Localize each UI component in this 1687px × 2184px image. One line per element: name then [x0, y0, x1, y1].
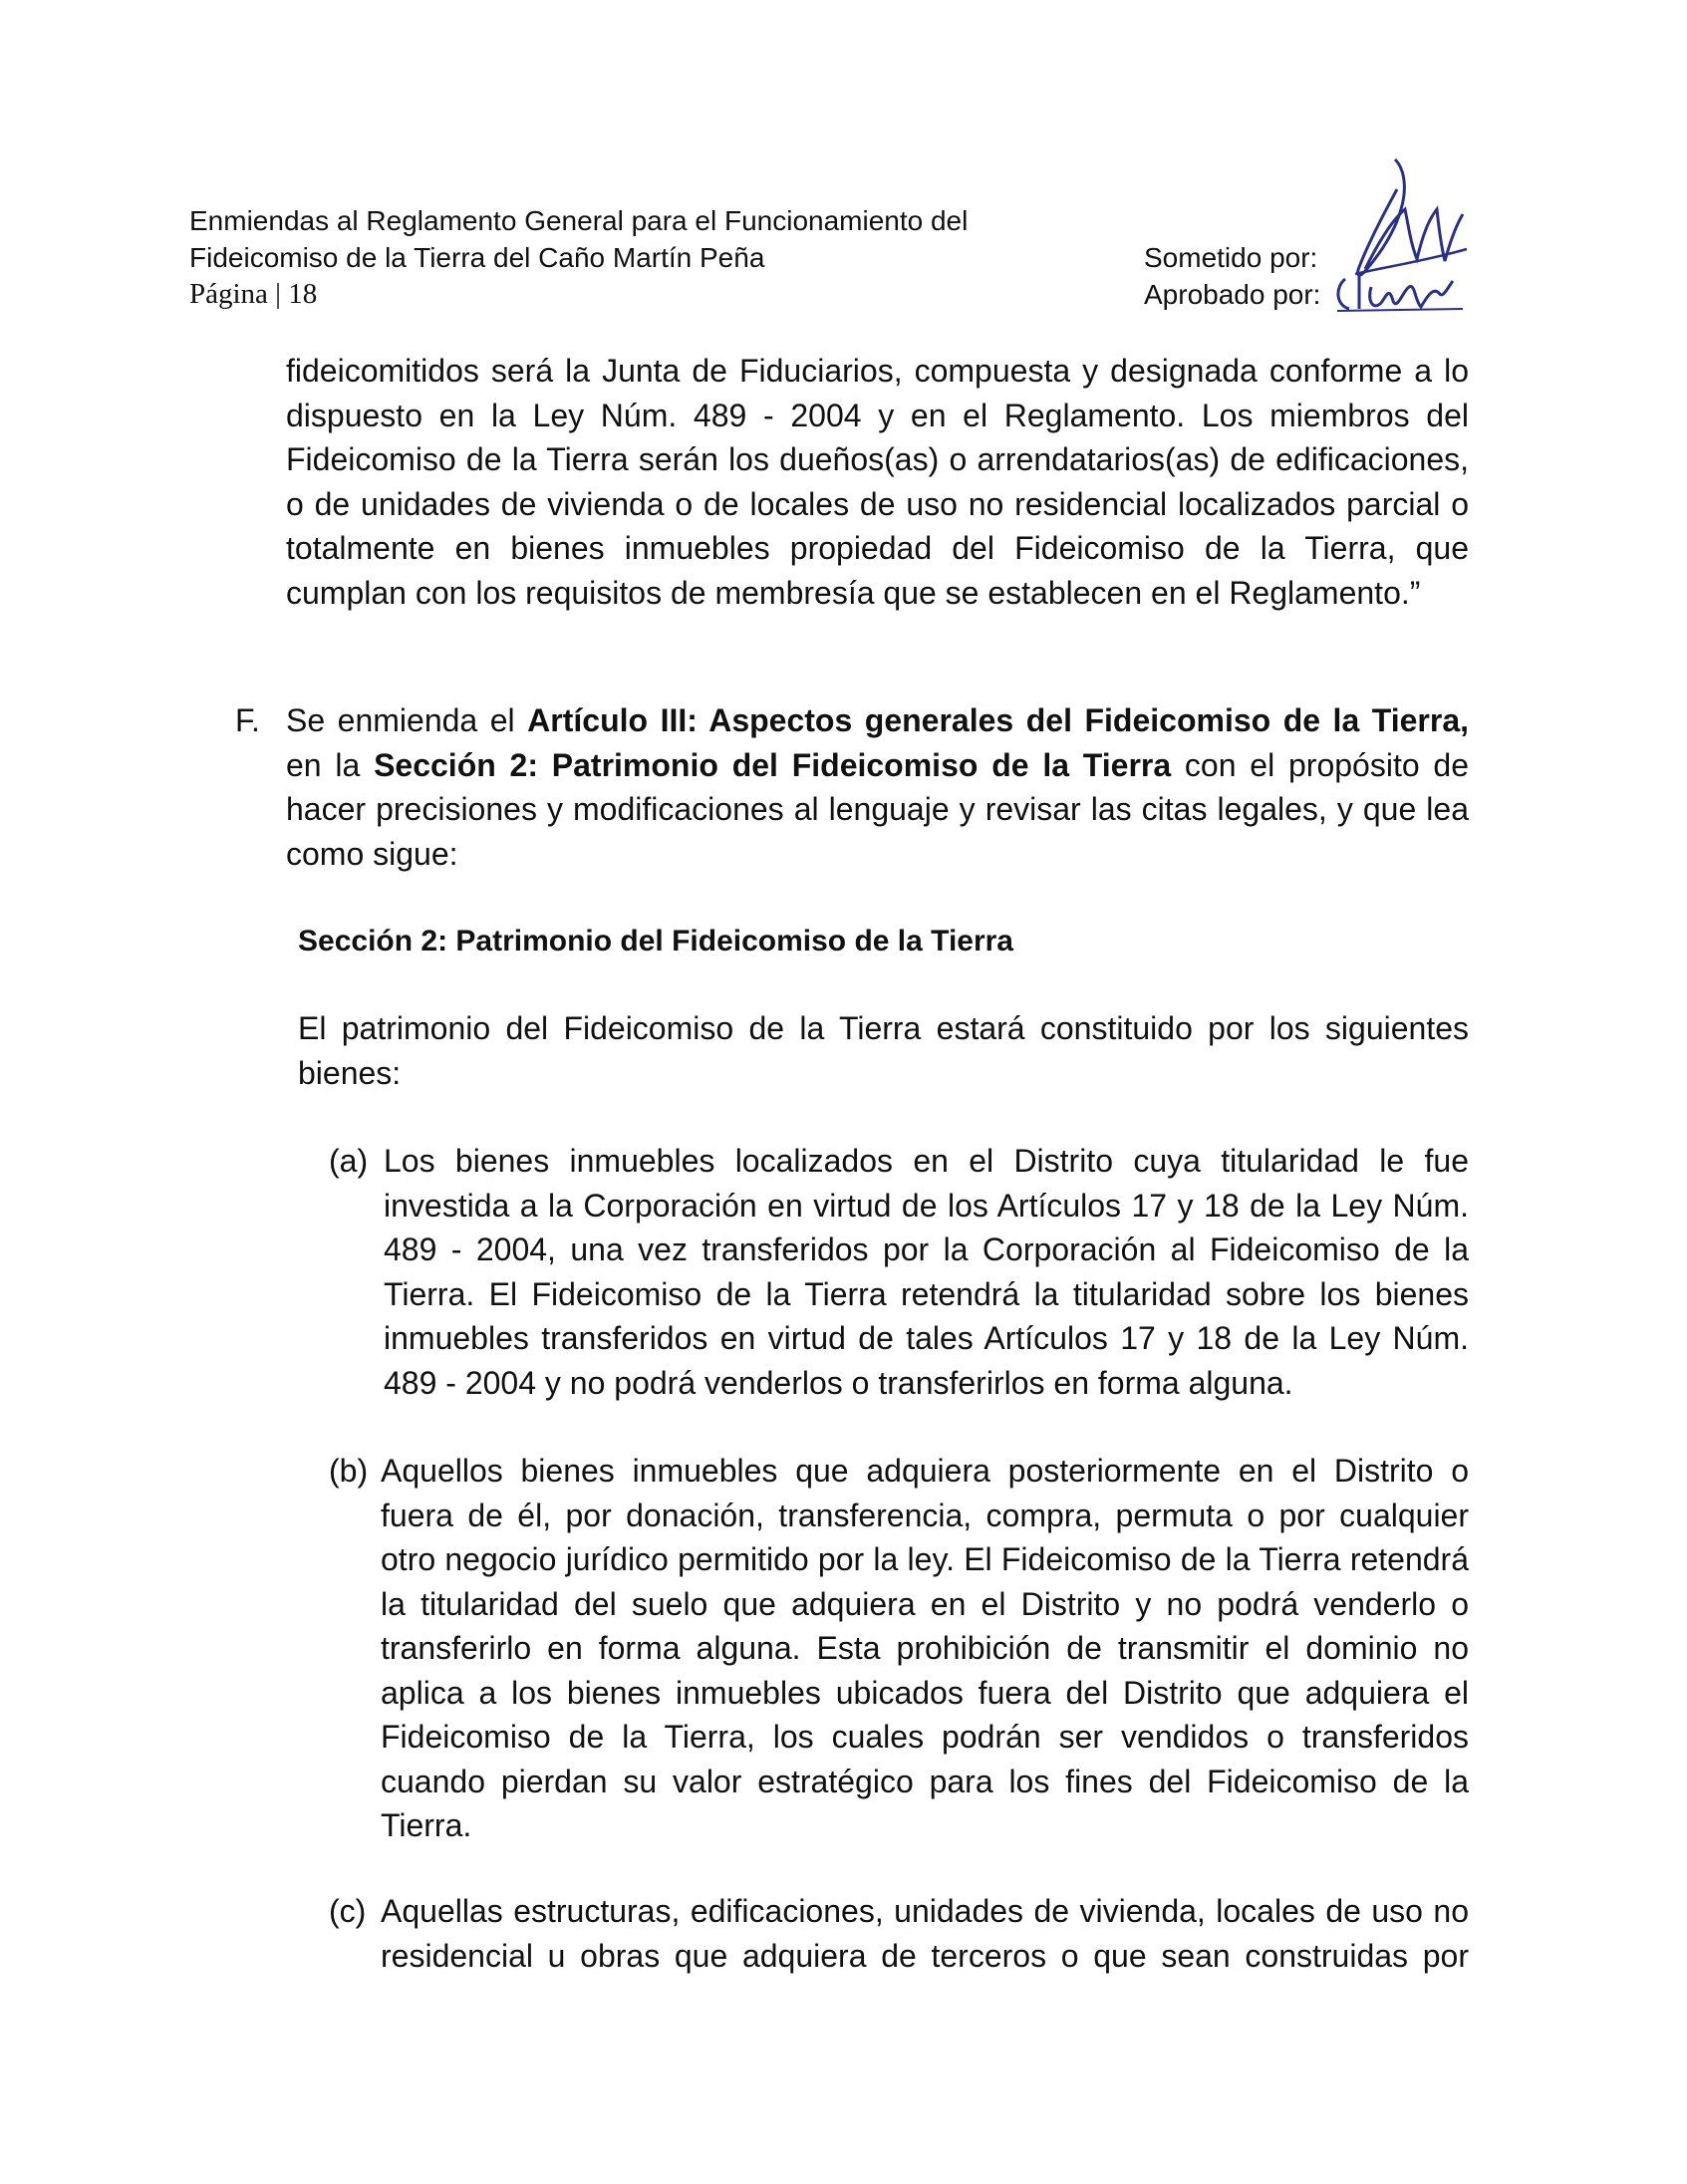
header-title-line2: Fideicomiso de la Tierra del Caño Martín Peña	[189, 242, 765, 273]
section-heading: Sección 2: Patrimonio del Fideicomiso de la Tierra	[298, 925, 1013, 957]
section-intro: El patrimonio del Fideicomiso de la Tierra estará constituido por los siguientes bienes:	[298, 1010, 1469, 1091]
approved-signature	[1331, 267, 1471, 317]
item-b-text: Aquellos bienes inmuebles que adquiera posteriormente en el Distrito o fuera de él, por donación, transferencia, compra, permuta o por cualquier otro negocio jurídico permitido por la ley. El Fideicomiso de la Tierra retendrá la titularidad del suelo que adquiera en el Distrito y no podrá venderlo o transferirlo en forma alguna. Esta prohibición de transmitir el dominio no aplica a los bienes inmuebles ubicados fuera del Distrito que adquiera el Fideicomiso de la Tierra, los cuales podrán ser vendidos o transferidos cuando pierdan su valor estratégico para los fines del Fideicomiso de la Tierra.	[381, 1453, 1469, 1843]
item-a-text: Los bienes inmuebles localizados en el Distrito cuya titularidad le fue investida a la Corporación en virtud de los Artículos 17 y 18 de la Ley Núm. 489 - 2004, una vez transferidos por la Corporación al Fideicomiso de la Tierra. El Fideicomiso de la Tierra retendrá la titularidad sobre los bienes inmuebles transferidos en virtud de tales Artículos 17 y 18 de la Ley Núm. 489 - 2004 y no podrá venderlos o transferirlos en forma alguna.	[384, 1143, 1469, 1401]
amendment-label: F.	[235, 702, 260, 738]
amendment-bold-section: Sección 2: Patrimonio del Fideicomiso de la Tierra	[374, 746, 1172, 783]
header-title-line1: Enmiendas al Reglamento General para el Funcionamiento del	[189, 205, 969, 236]
page-number: Página | 18	[189, 278, 318, 310]
item-c-text: Aquellas estructuras, edificaciones, unidades de vivienda, locales de uso no residencial u obras que adquiera de terceros o que sean construidas por	[381, 1893, 1469, 1974]
item-b-label: (b)	[329, 1453, 369, 1489]
amendment-text-1: Se enmienda el	[286, 702, 528, 738]
amendment-text-2: en la	[286, 746, 375, 783]
amendment-bold-article: Artículo III: Aspectos generales del Fideicomiso de la Tierra,	[527, 702, 1470, 738]
amendment-text-3: con el propósito de hacer precisiones y modificaciones al lenguaje y revisar las citas legales, y que lea como sigue:	[286, 746, 1470, 872]
continuation-paragraph: fideicomitidos será la Junta de Fiduciarios, compuesta y designada conforme a lo dispuesto en la Ley Núm. 489 - 2004 y en el Reglamento. Los miembros del Fideicomiso de la Tierra serán los dueños(as) o arrendatarios(as) de edificaciones, o de unidades de vivienda o de locales de uso no residencial localizados parcial o totalmente en bienes inmuebles propiedad del Fideicomiso de la Tierra, que cumplan con los requisitos de membresía que se establecen en el Reglamento.”	[286, 353, 1469, 611]
approved-by-label: Aprobado por:	[1144, 279, 1321, 310]
item-a-label: (a)	[329, 1143, 369, 1179]
submitted-by-label: Sometido por:	[1144, 242, 1318, 273]
amendment-paragraph	[286, 698, 1469, 876]
item-c-label: (c)	[329, 1893, 367, 1929]
